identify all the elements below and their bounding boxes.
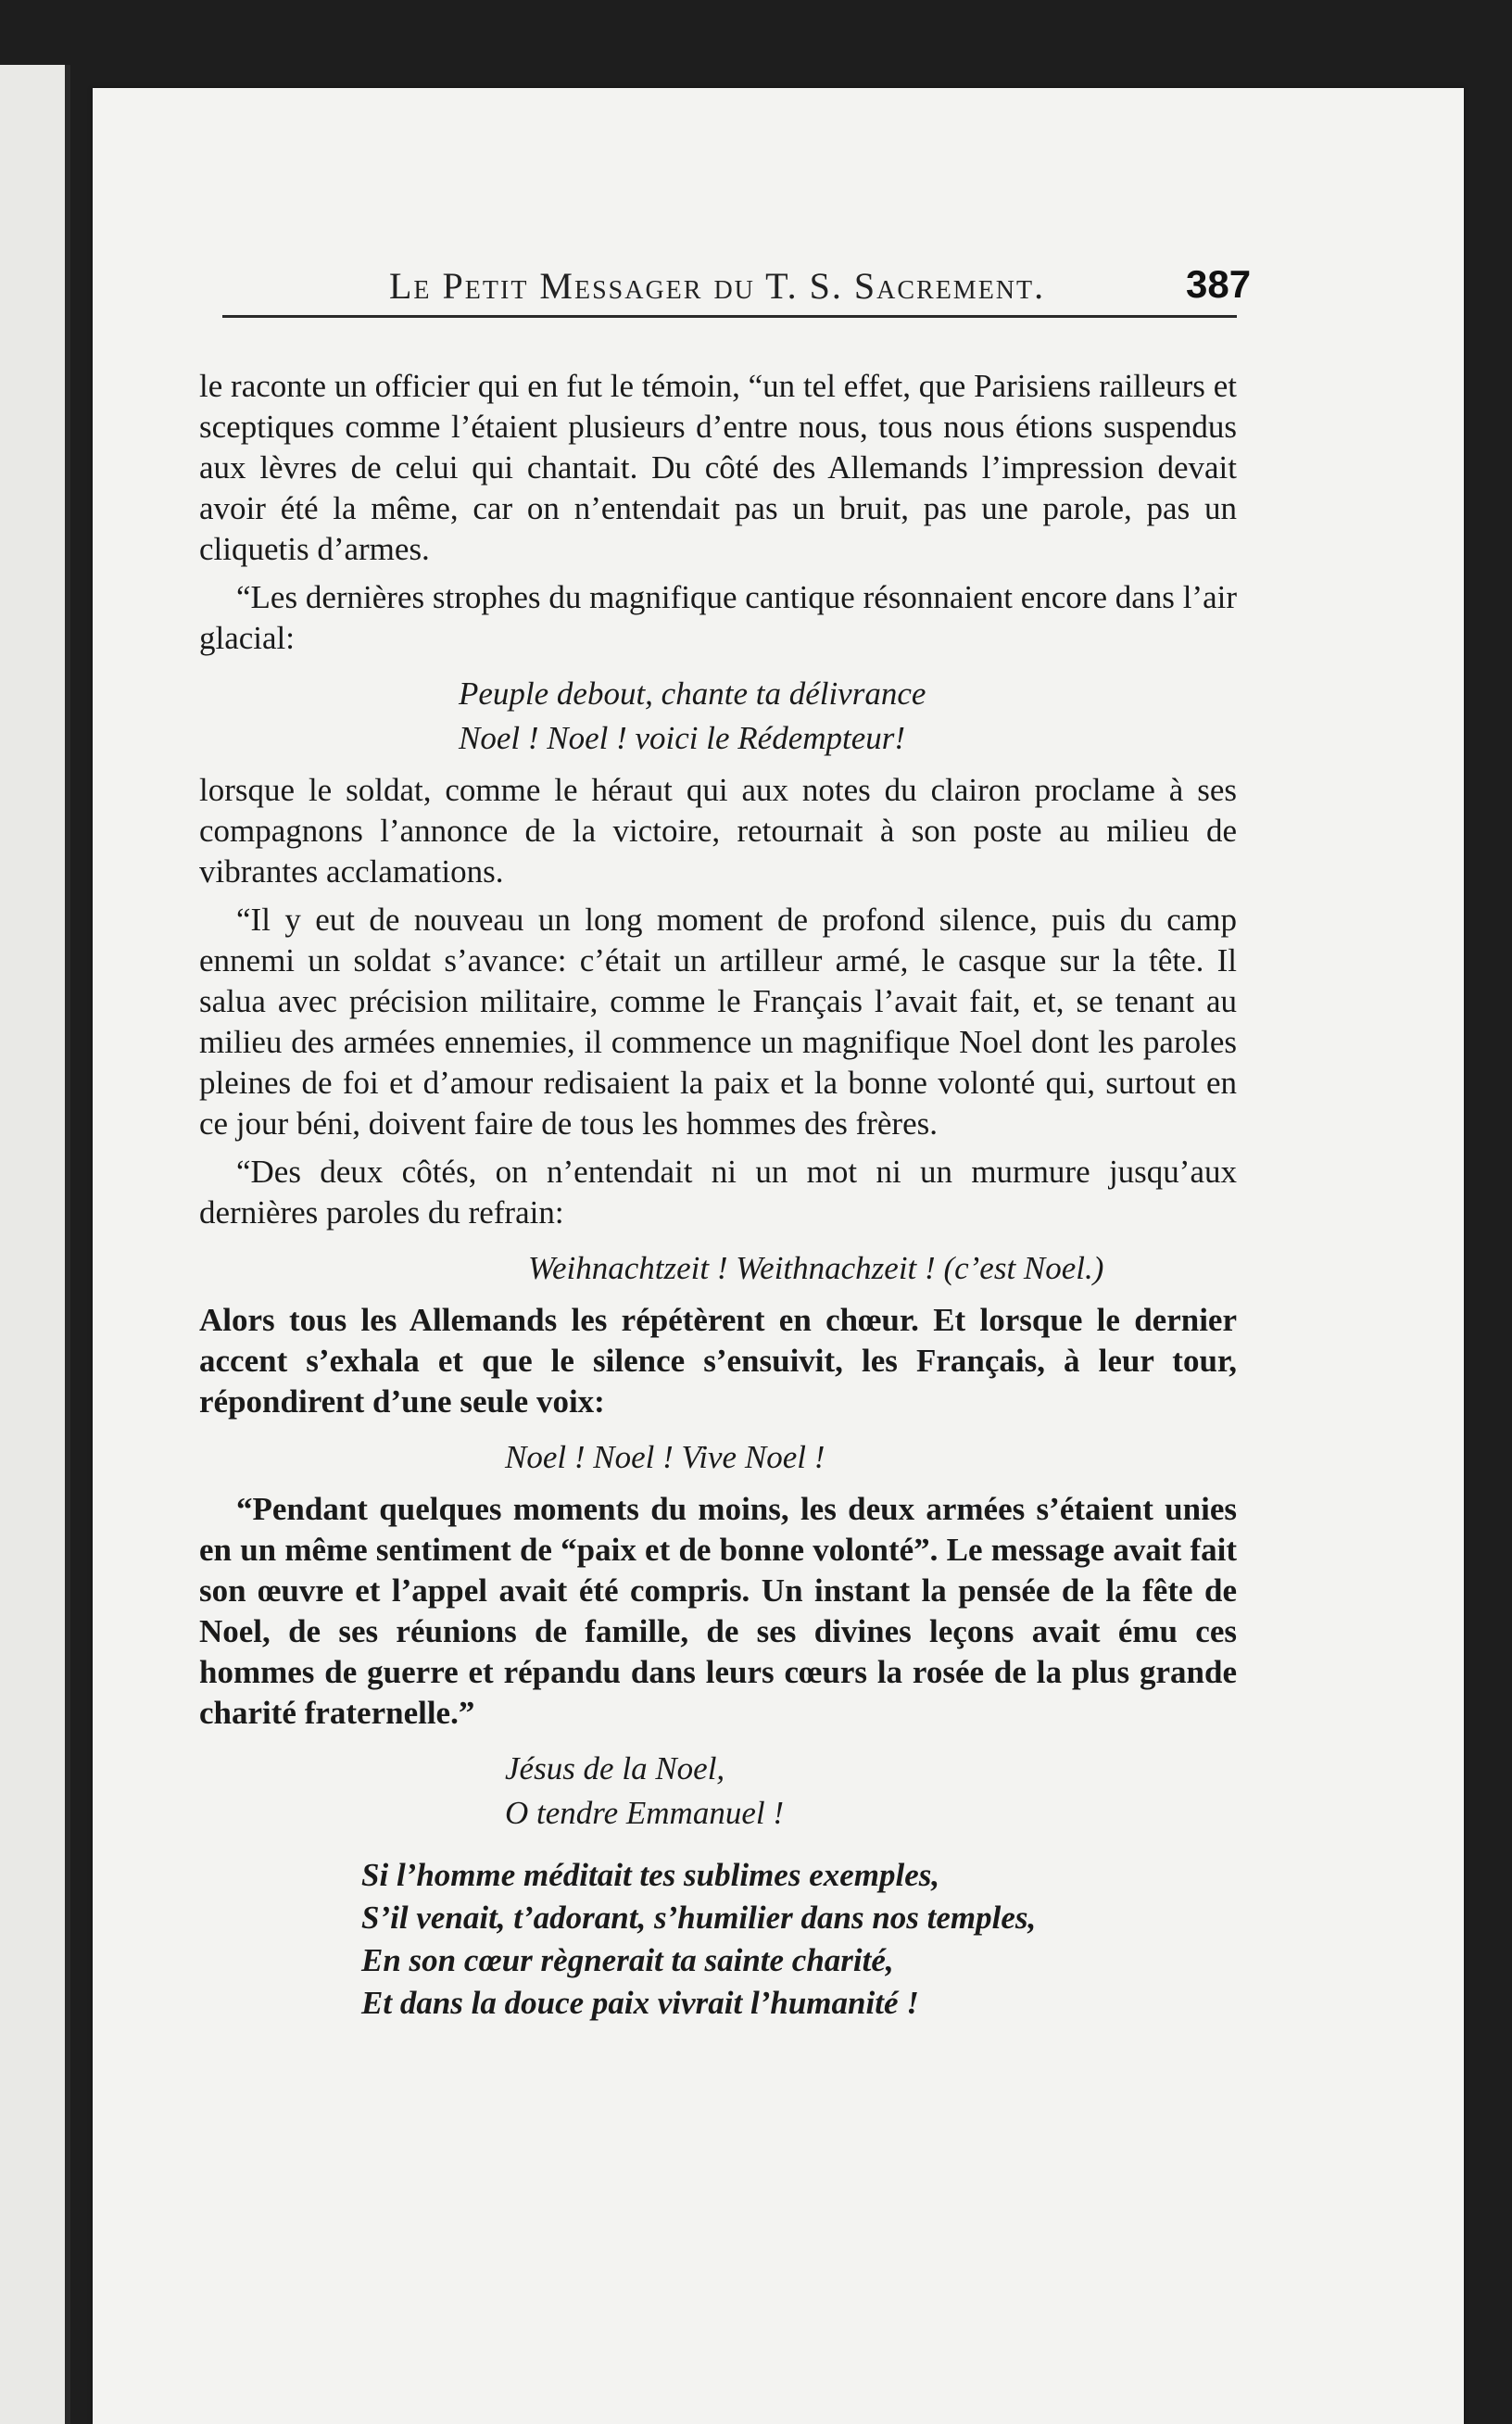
paragraph-4: “Il y eut de nouveau un long moment de profond silence, puis du camp ennemi un soldat s’avance: c’était un artilleur armé, le casque sur la tête. Il salua avec précision militaire, comme le Français l’avait fait, et, se tenant au milieu des armées ennemies, il commence un magnifique Noel dont les paroles pleines de foi et d’amour redisaient la paix et la bonne volonté qui, surtout en ce jour béni, doivent faire de tous les hommes des frères.	[199, 902, 1237, 1142]
verse-3-line: Noel ! Noel ! Vive Noel !	[505, 1439, 825, 1475]
paragraph-7: “Pendant quelques moments du moins, les deux armées s’étaient unies en un même sentiment de “paix et de bonne volonté”. Le message avait fait son œuvre et l’appel avait été compris. Un instant la pensée de la fête de Noel, de ses réunions de famille, de ses divines leçons avait ému ces hommes de guerre et répandu dans leurs cœurs la rosée de la plus grande charité fraternelle.”	[199, 1491, 1237, 1731]
stanza-line-4: Et dans la douce paix vivrait l’humanité !	[361, 1985, 919, 2021]
verse-1	[199, 672, 1237, 761]
header-rule	[222, 315, 1237, 318]
closing-line-1: Jésus de la Noel,	[505, 1750, 725, 1786]
running-title: Le Petit Messager du T. S. Sacrement.	[389, 265, 1046, 307]
paragraph-2: “Les dernières strophes du magnifique cantique résonnaient encore dans l’air glacial:	[199, 579, 1237, 656]
paragraph-5: “Des deux côtés, on n’entendait ni un mot ni un murmure jusqu’aux dernières paroles du refrain:	[199, 1154, 1237, 1231]
verse-1-line-1: Peuple debout, chante ta délivrance	[459, 675, 926, 712]
facing-page-edge	[0, 65, 70, 2424]
paragraph-3: lorsque le soldat, comme le héraut qui aux notes du clairon proclame à ses compagnons l’annonce de la victoire, retournait à son poste au milieu de vibrantes acclamations.	[199, 772, 1237, 890]
closing-verse	[199, 1747, 1237, 1836]
stanza-line-2: S’il venait, t’adorant, s’humilier dans nos temples,	[361, 1900, 1037, 1936]
verse-2-line: Weihnachtzeit ! Weithnachzeit ! (c’est Noel.)	[528, 1250, 1104, 1286]
stanza-line-3: En son cœur règnerait ta sainte charité,	[361, 1942, 894, 1978]
verse-1-line-2: Noel ! Noel ! voici le Rédempteur!	[459, 720, 906, 756]
closing-stanza	[199, 1854, 1237, 2025]
stanza-line-1: Si l’homme méditait tes sublimes exemples,	[361, 1857, 940, 1893]
verse-2	[199, 1246, 1237, 1291]
page-number: 387	[1186, 262, 1252, 306]
paragraph-1: le raconte un officier qui en fut le témoin, “un tel effet, que Parisiens railleurs et sceptiques comme l’étaient plusieurs d’entre nous, tous nous étions suspendus aux lèvres de celui qui chantait. Du côté des Allemands l’impression devait avoir été la même, car on n’entendait pas un bruit, pas une parole, pas un cliquetis d’armes.	[199, 368, 1237, 567]
paragraph-6: Alors tous les Allemands les répétèrent en chœur. Et lorsque le dernier accent s’exhala et que le silence s’ensuivit, les Français, à leur tour, répondirent d’une seule voix:	[199, 1302, 1237, 1420]
page-body	[199, 366, 1237, 2025]
closing-line-2: O tendre Emmanuel !	[505, 1795, 784, 1831]
running-header	[222, 262, 1252, 329]
verse-3	[199, 1435, 1237, 1480]
